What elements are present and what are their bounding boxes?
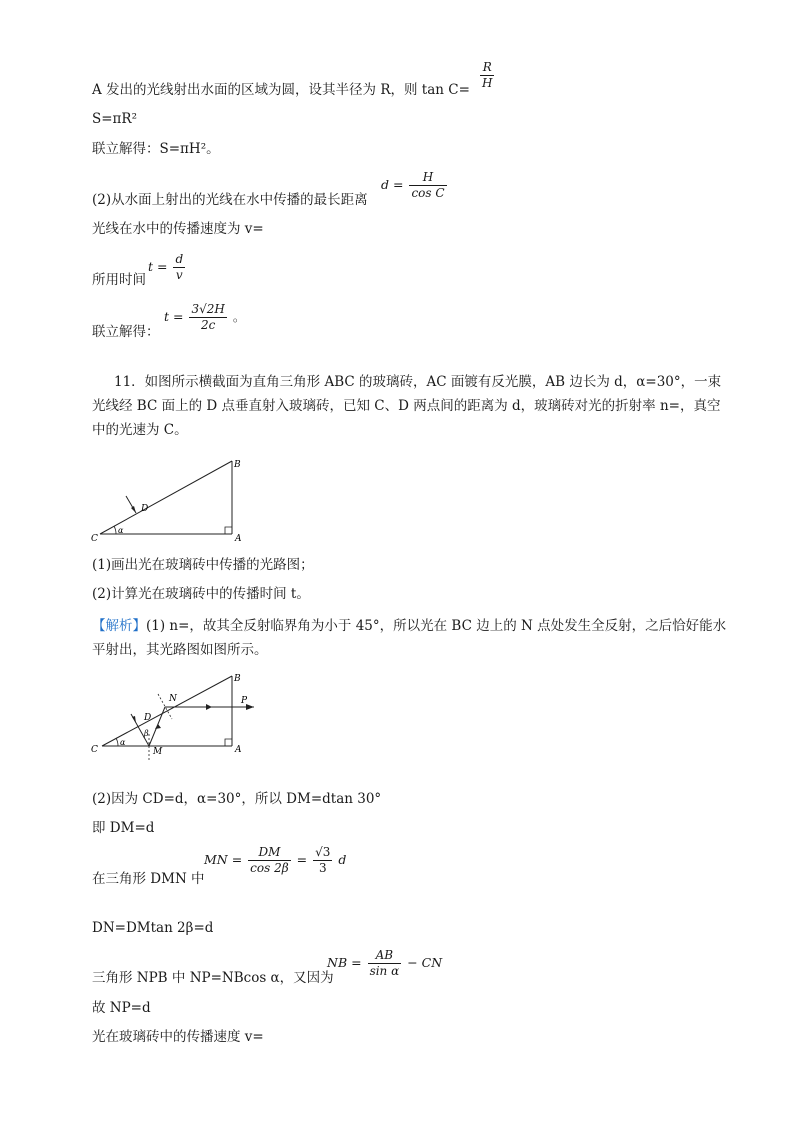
figure-triangle-abc: [88, 455, 258, 545]
solution-part-2: (2)因为 CD=d，α=30°，所以 DM=dtan 30°: [92, 791, 382, 807]
equation-t-2: t = $\frac{3√2H}{2c}$ 。: [164, 302, 246, 332]
text-line-6: 所用时间: [92, 272, 146, 288]
right-angle-mark: [225, 739, 232, 746]
label-c: C: [91, 534, 98, 544]
label-beta: β: [144, 729, 149, 738]
ray-arrow-mid: [206, 704, 212, 710]
text-line-7: 联立解得：: [92, 324, 160, 340]
text-line-5: 光线在水中的传播速度为 v=: [92, 221, 264, 237]
figure-light-path: [88, 668, 268, 768]
solution-line-dmn: 在三角形 DMN 中: [92, 871, 205, 887]
fraction-r-h: $\frac{R}{H}$: [482, 60, 493, 90]
label-m: M: [153, 747, 163, 757]
label-b: B: [234, 674, 241, 684]
text-line-1: [92, 80, 470, 100]
equation-t-1: t = $\frac{d}{v}$: [148, 252, 184, 282]
problem-11-statement: 11．如图所示横截面为直角三角形 ABC 的玻璃砖，AC 面镀有反光膜，AB 边长为 d，α=30°，一束光线经 BC 面上的 D 点垂直射入玻璃砖，已知 C、D 两点间的距离为 d，玻璃砖对光的折射率 n=，真空中的光速为 C。: [92, 374, 722, 438]
question-2: (2)计算光在玻璃砖中的传播时间 t。: [92, 586, 310, 602]
equation-nb: NB = $\frac{AB}{\text{sin α}}$ − CN: [327, 948, 443, 978]
label-c: C: [91, 745, 98, 755]
label-a: A: [235, 534, 242, 544]
label-a: A: [235, 745, 242, 755]
question-1: (1)画出光在玻璃砖中传播的光路图；: [92, 557, 314, 573]
label-alpha: α: [118, 526, 124, 535]
text-line-2: S=πR²: [92, 111, 138, 127]
right-angle-mark: [225, 527, 232, 534]
analysis-tag: 【解析】: [92, 618, 146, 634]
equation-mn: MN = $\frac{DM}{\cos 2\beta}$ = $\frac{√3}{3}$ d: [204, 845, 347, 875]
edge-cb: [102, 676, 232, 746]
label-d: D: [144, 713, 152, 723]
edge-cb: [100, 461, 232, 534]
label-p: P: [241, 696, 248, 706]
line-text: A 发出的光线射出水面的区域为圆，设其半径为 R，则 tan C=: [92, 82, 470, 98]
incident-arrow-head: [131, 506, 136, 513]
solution-line-speed: 光在玻璃砖中的传播速度 v=: [92, 1029, 264, 1045]
text-line-3: 联立解得：S=πH²。: [92, 141, 220, 157]
solution-part-1: 【解析】(1) n=，故其全反射临界角为小于 45°，所以光在 BC 边上的 N 点处发生全反射，之后恰好能水平射出，其光路图如图所示。: [92, 618, 727, 658]
ray-arrow-1: [132, 716, 136, 723]
equation-d: d = $\frac{H}{\text{cos C}}$: [381, 170, 445, 200]
ray-arrow-out: [246, 704, 254, 710]
label-b: B: [234, 460, 241, 470]
label-alpha: α: [120, 738, 126, 747]
ray-arrow-2: [155, 724, 161, 729]
angle-alpha-arc: [114, 526, 116, 534]
solution-line-dm: 即 DM=d: [92, 820, 155, 836]
solution-line-npb: 三角形 NPB 中 NP=NBcos α，又因为: [92, 970, 334, 986]
label-d: D: [141, 504, 149, 514]
label-n: N: [169, 694, 177, 704]
solution-line-dn: DN=DMtan 2β=d: [92, 920, 214, 936]
text-line-4: (2)从水面上射出的光线在水中传播的最长距离: [92, 192, 368, 208]
solution-line-np: 故 NP=d: [92, 1000, 151, 1016]
angle-alpha-arc: [116, 738, 118, 746]
